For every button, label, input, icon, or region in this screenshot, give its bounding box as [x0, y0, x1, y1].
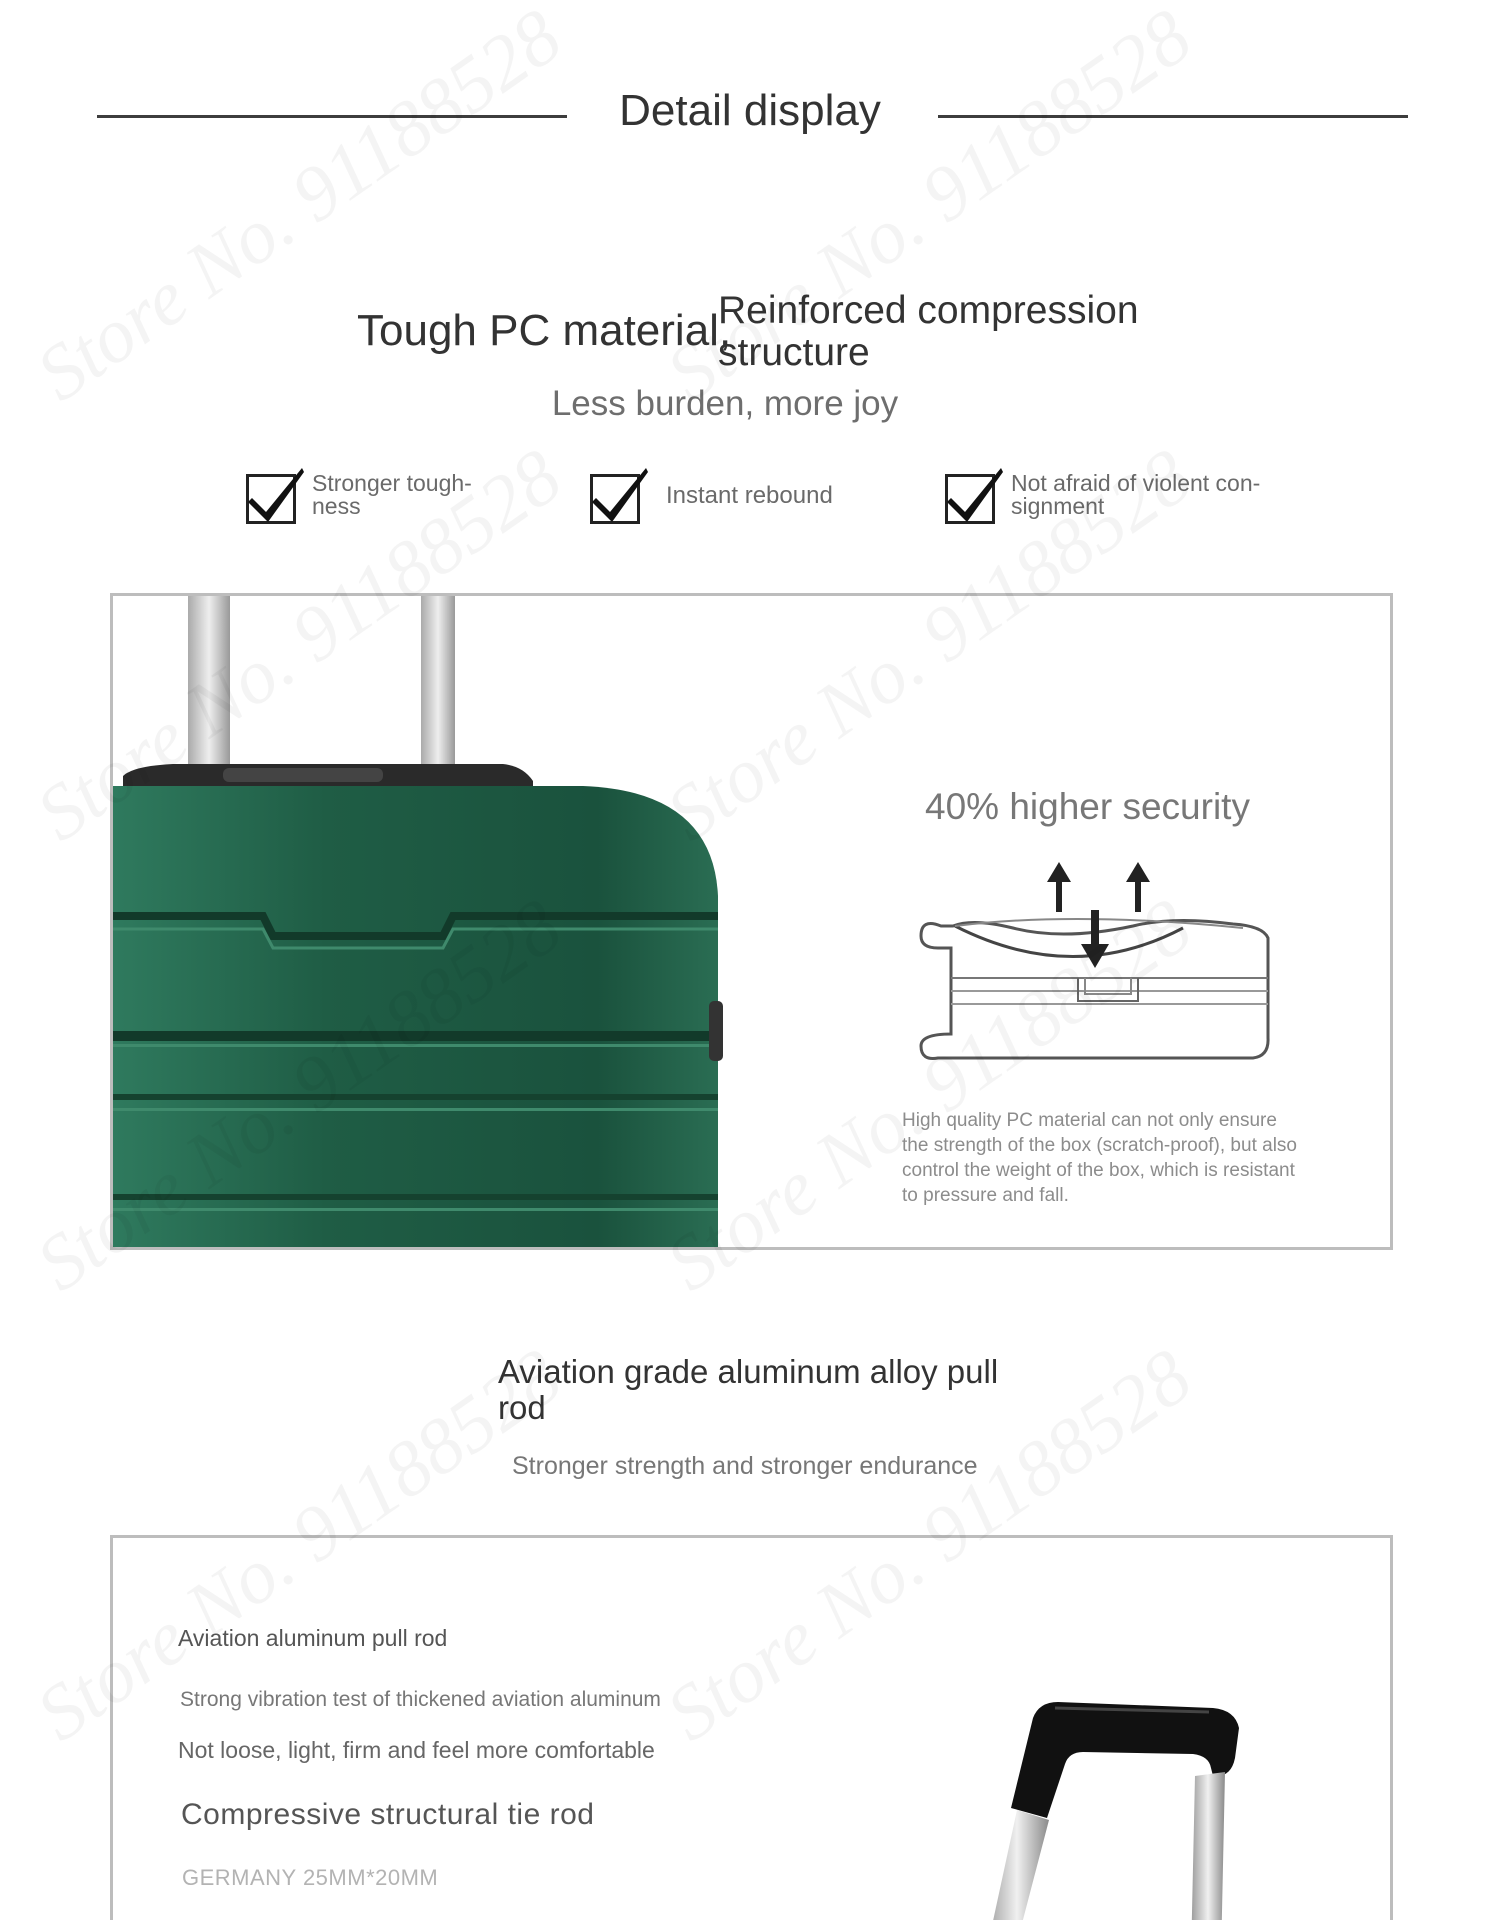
section-subtitle-pull-rod: Stronger strength and stronger endurance	[512, 1452, 978, 1480]
pull-rod-line-4: Compressive structural tie rod	[181, 1798, 595, 1831]
section-subtitle: Less burden, more joy	[551, 384, 899, 423]
feature-label: Instant rebound	[666, 481, 833, 509]
section-title-material: Tough PC material,	[357, 306, 732, 355]
pull-rod-line-5: GERMANY 25MM*20MM	[182, 1865, 439, 1890]
checkmark-icon	[244, 464, 304, 526]
watermark	[20, 0, 577, 419]
page-title: Detail display	[619, 86, 881, 135]
pull-rod-handle-image	[973, 1698, 1293, 1920]
arrow-up-icon	[1047, 862, 1071, 912]
feature-item	[588, 464, 833, 526]
pull-rod-line-1: Aviation aluminum pull rod	[178, 1625, 448, 1651]
section-title-pull-rod: Aviation grade aluminum alloy pull rod	[498, 1353, 999, 1426]
security-title: 40% higher security	[925, 786, 1250, 827]
feature-item	[943, 464, 1260, 526]
feature-label: Not afraid of violent con- signment	[1011, 470, 1261, 519]
suitcase-image	[113, 596, 753, 1250]
compression-diagram	[913, 856, 1273, 1066]
pull-rod-line-2: Strong vibration test of thickened aviation aluminum	[180, 1688, 661, 1711]
checkmark-icon	[943, 464, 1003, 526]
detail-panel-pull-rod	[110, 1535, 1393, 1920]
feature-item	[244, 464, 472, 526]
section-title-structure: Reinforced compression structure	[718, 289, 1139, 374]
pull-rod-line-3: Not loose, light, firm and feel more comfortable	[178, 1737, 655, 1763]
checkmark-icon	[588, 464, 648, 526]
feature-label: Stronger tough- ness	[312, 470, 472, 519]
security-description: High quality PC material can not only ensure the strength of the box (scratch-proof), but also control the weight of the box, which is resistant to pressure and fall.	[902, 1110, 1297, 1206]
arrow-up-icon	[1126, 862, 1150, 912]
